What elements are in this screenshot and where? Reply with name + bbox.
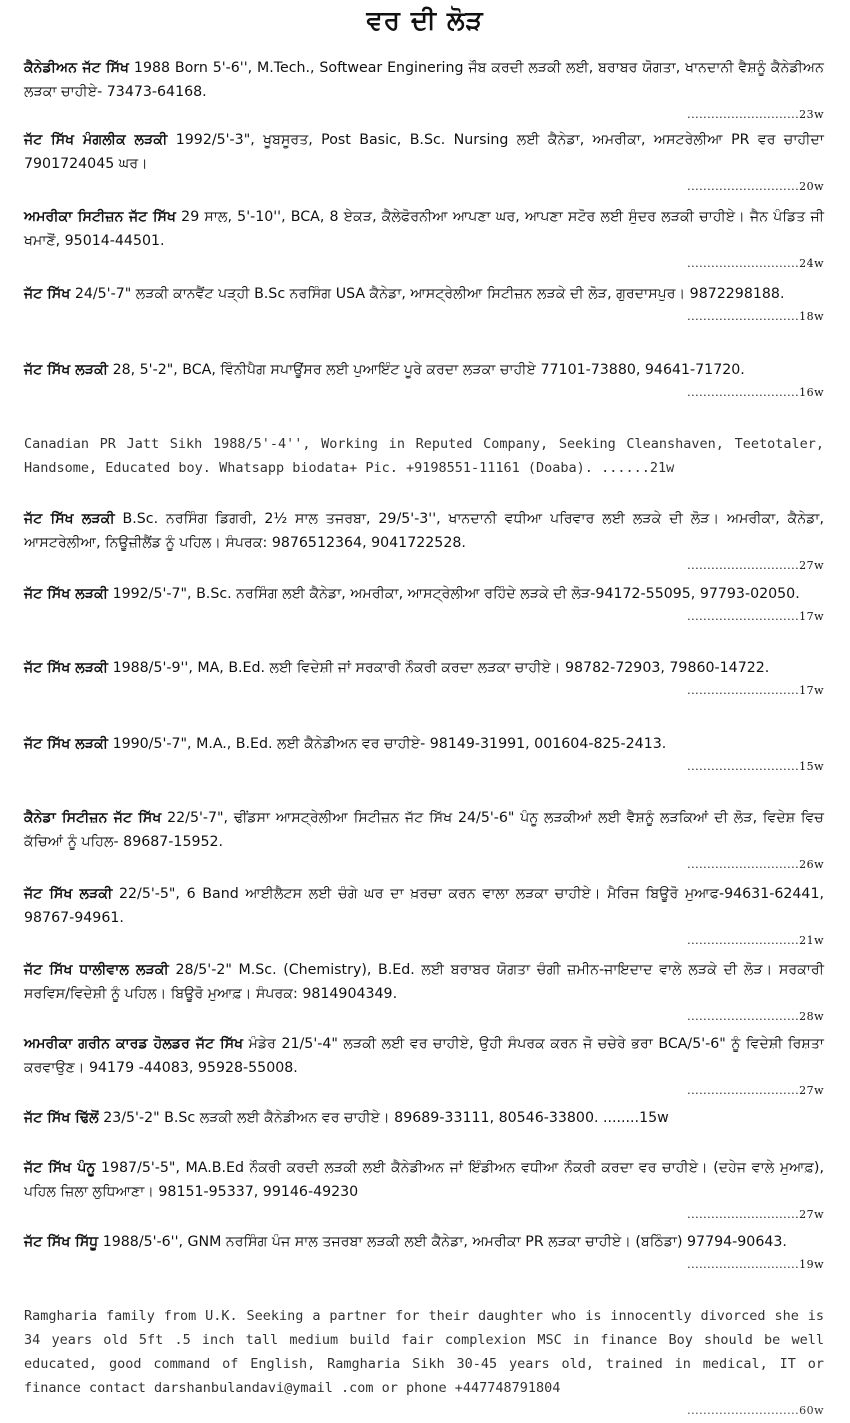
ad-item xyxy=(24,732,824,779)
ad-lead: ਅਮਰੀਕਾ ਸਿਟੀਜ਼ਨ ਜੱਟ ਸਿੱਖ xyxy=(24,209,177,225)
ad-item xyxy=(24,205,824,276)
ad-ref: ............................17w xyxy=(687,684,824,697)
ad-ref: ............................16w xyxy=(687,386,824,399)
ad-lead: ਜੱਟ ਸਿੱਖ ਲੜਕੀ xyxy=(24,736,109,752)
ad-lead: ਅਮਰੀਕਾ ਗਰੀਨ ਕਾਰਡ ਹੋਲਡਰ ਜੱਟ ਸਿੱਖ xyxy=(24,1036,244,1052)
ad-lead: ਕੈਨੇਡਾ ਸਿਟੀਜ਼ਨ ਜੱਟ ਸਿੱਖ xyxy=(24,810,162,826)
ad-item xyxy=(24,656,824,703)
ad-item xyxy=(24,432,824,480)
ad-body: Canadian PR Jatt Sikh 1988/5'-4'', Working in Reputed Company, Seeking Cleanshaven, Teetotaler, Handsome, Educated boy. Whatsapp biodata+ Pic. +9198551-11161 (Doaba). ......21w xyxy=(24,436,824,476)
ad-body: 23/5'-2" B.Sc ਲੜਕੀ ਲਈ ਕੈਨੇਡੀਅਨ ਵਰ ਚਾਹੀਏ। 89689-33111, 80546-33800. ........15w xyxy=(98,1110,669,1126)
ad-item xyxy=(24,882,824,953)
ad-lead: ਜੱਟ ਸਿੱਖ ਲੜਕੀ xyxy=(24,660,109,676)
ad-lead: ਜੱਟ ਸਿੱਖ xyxy=(24,286,71,302)
ad-ref: ............................27w xyxy=(687,559,824,572)
ad-item xyxy=(24,128,824,199)
ad-ref: ............................60w xyxy=(687,1404,824,1417)
ad-body: 1988/5'-6'', GNM ਨਰਸਿੰਗ ਪੰਜ ਸਾਲ ਤਜਰਬਾ ਲੜਕੀ ਲਈ ਕੈਨੇਡਾ, ਅਮਰੀਕਾ PR ਲੜਕਾ ਚਾਹੀਏ। (ਬਠਿੰਡਾ) 97794-90643. xyxy=(98,1234,787,1250)
ad-item xyxy=(24,1230,824,1277)
ad-body: 22/5'-5", 6 Band ਆਈਲੈਟਸ ਲਈ ਚੰਗੇ ਘਰ ਦਾ ਖ਼ਰਚਾ ਕਰਨ ਵਾਲਾ ਲੜਕਾ ਚਾਹੀਏ। ਮੈਰਿਜ ਬਿਊਰੋ ਮੁਆਫ-94631-62441, 98767-94961. xyxy=(24,886,824,926)
ad-ref: ............................28w xyxy=(687,1010,824,1023)
ad-body: 1988 Born 5'-6'', M.Tech., Softwear Enginering ਜੌਬ ਕਰਦੀ ਲੜਕੀ ਲਈ, ਬਰਾਬਰ ਯੋਗਤਾ, ਖਾਨਦਾਨੀ ਵੈਸ਼ਨੂੰ ਕੈਨੇਡੀਅਨ ਲੜਕਾ ਚਾਹੀਏ- 73473-64168. xyxy=(24,60,824,100)
ad-item xyxy=(24,1156,824,1227)
ad-body: Ramgharia family from U.K. Seeking a partner for their daughter who is innocently divorced she is 34 years old 5ft .5 inch tall medium build fair complexion MSC in finance Boy should be well educated, good command of English, Ramgharia Sikh 30-45 years old, trained in medical, IT or finance contact darshanbulandavi@ymail .com or phone +447748791804 xyxy=(24,1308,824,1396)
ad-lead: ਜੱਟ ਸਿੱਖ ਧਾਲੀਵਾਲ ਲੜਕੀ xyxy=(24,962,169,978)
ad-body: 28, 5'-2", BCA, ਵਿੰਨੀਪੈਗ ਸਪਾਊਂਸਰ ਲਈ ਪੁਆਇੰਟ ਪੂਰੇ ਕਰਦਾ ਲੜਕਾ ਚਾਹੀਏ 77101-73880, 94641-71720. xyxy=(108,362,745,378)
ad-body: 1990/5'-7", M.A., B.Ed. ਲਈ ਕੈਨੇਡੀਅਨ ਵਰ ਚਾਹੀਏ- 98149-31991, 001604-825-2413. xyxy=(108,736,667,752)
ad-ref: ............................18w xyxy=(687,310,824,323)
ad-lead: ਜੱਟ ਸਿੱਖ ਲੜਕੀ xyxy=(24,511,115,527)
ad-ref: ............................27w xyxy=(687,1208,824,1221)
ad-body: ਮੰਡੇਰ 21/5'-4" ਲੜਕੀ ਲਈ ਵਰ ਚਾਹੀਏ, ਉਹੀ ਸੰਪਰਕ ਕਰਨ ਜੋ ਚਚੇਰੇ ਭਰਾ BCA/5'-6" ਨੂੰ ਵਿਦੇਸ਼ੀ ਰਿਸ਼ਤਾ ਕਰਵਾਉਣ। 94179 -44083, 95928-55008. xyxy=(24,1036,824,1076)
ad-ref: ............................19w xyxy=(687,1258,824,1271)
ad-body: 1988/5'-9'', MA, B.Ed. ਲਈ ਵਿਦੇਸ਼ੀ ਜਾਂ ਸਰਕਾਰੀ ਨੌਕਰੀ ਕਰਦਾ ਲੜਕਾ ਚਾਹੀਏ। 98782-72903, 79860-14722. xyxy=(108,660,770,676)
ad-lead: ਜੱਟ ਸਿੱਖ ਸਿੱਧੂ xyxy=(24,1234,99,1250)
ad-body: 29 ਸਾਲ, 5'-10'', BCA, 8 ਏਕੜ, ਕੈਲੇਫੋਰਨੀਆ ਆਪਣਾ ਘਰ, ਆਪਣਾ ਸਟੋਰ ਲਈ ਸੁੰਦਰ ਲੜਕੀ ਚਾਹੀਏ। ਜੈਨ ਪੰਡਿਤ ਜੀ ਖਮਾਣੋਂ, 95014-44501. xyxy=(24,209,825,249)
ad-ref: ............................26w xyxy=(687,858,824,871)
ad-lead: ਜੱਟ ਸਿੱਖ ਲੜਕੀ xyxy=(24,362,109,378)
ad-ref: ............................23w xyxy=(687,108,824,121)
ad-body: 28/5'-2" M.Sc. (Chemistry), B.Ed. ਲਈ ਬਰਾਬਰ ਯੋਗਤਾ ਚੰਗੀ ਜ਼ਮੀਨ-ਜਾਇਦਾਦ ਵਾਲੇ ਲੜਕੇ ਦੀ ਲੋੜ। ਸਰਕਾਰੀ ਸਰਵਿਸ/ਵਿਦੇਸ਼ੀ ਨੂੰ ਪਹਿਲ। ਬਿਊਰੋ ਮੁਆਫ਼। ਸੰਪਰਕ: 9814904349. xyxy=(24,962,824,1002)
ad-item xyxy=(24,507,824,578)
ad-ref: ............................27w xyxy=(687,1084,824,1097)
ad-ref: ............................24w xyxy=(687,257,824,270)
ad-ref: ............................15w xyxy=(687,760,824,773)
ad-body: 1992/5'-3", ਖੂਬਸੂਰਤ, Post Basic, B.Sc. Nursing ਲਈ ਕੈਨੇਡਾ, ਅਮਰੀਕਾ, ਅਸਟਰੇਲੀਆ PR ਵਰ ਚਾਹੀਦਾ 7901724045 ਘਰ। xyxy=(24,132,824,172)
ad-lead: ਜੱਟ ਸਿੱਖ ਲੜਕੀ xyxy=(24,886,113,902)
ad-item xyxy=(24,1304,824,1423)
page-title: ਵਰ ਦੀ ਲੋੜ xyxy=(366,6,484,36)
ad-body: B.Sc. ਨਰਸਿੰਗ ਡਿਗਰੀ, 2½ ਸਾਲ ਤਜਰਬਾ, 29/5'-3'', ਖਾਨਦਾਨੀ ਵਧੀਆ ਪਰਿਵਾਰ ਲਈ ਲੜਕੇ ਦੀ ਲੋੜ। ਅਮਰੀਕਾ, ਕੈਨੇਡਾ, ਆਸਟਰੇਲੀਆ, ਨਿਊਜ਼ੀਲੈਂਡ ਨੂੰ ਪਹਿਲ। ਸੰਪਰਕ: 9876512364, 9041722528. xyxy=(24,511,824,551)
ad-ref: ............................17w xyxy=(687,610,824,623)
ad-lead: ਜੱਟ ਸਿੱਖ ਲੜਕੀ xyxy=(24,586,109,602)
ad-ref: ............................20w xyxy=(687,180,824,193)
ad-item xyxy=(24,358,824,405)
ad-item xyxy=(24,1032,824,1103)
ad-lead: ਜੱਟ ਸਿੱਖ ਪੰਨੂ xyxy=(24,1160,96,1176)
ad-item xyxy=(24,282,824,329)
ad-item xyxy=(24,56,824,127)
ad-item xyxy=(24,582,824,629)
ad-body: 22/5'-7", ਢੀਂਡਸਾ ਆਸਟ੍ਰੇਲੀਆ ਸਿਟੀਜ਼ਨ ਜੱਟ ਸਿੱਖ 24/5'-6" ਪੰਨੂ ਲੜਕੀਆਂ ਲਈ ਵੈਸ਼ਨੂੰ ਲੜਕਿਆਂ ਦੀ ਲੋੜ, ਵਿਦੇਸ਼ ਵਿਚ ਕੱਚਿਆਂ ਨੂੰ ਪਹਿਲ- 89687-15952. xyxy=(24,810,824,850)
ad-item xyxy=(24,806,824,877)
ad-lead: ਕੈਨੇਡੀਅਨ ਜੱਟ ਸਿੱਖ xyxy=(24,60,130,76)
ad-body: 1992/5'-7", B.Sc. ਨਰਸਿੰਗ ਲਈ ਕੈਨੇਡਾ, ਅਮਰੀਕਾ, ਆਸਟ੍ਰੇਲੀਆ ਰਹਿੰਦੇ ਲੜਕੇ ਦੀ ਲੋੜ-94172-55095, 97793-02050. xyxy=(108,586,800,602)
ad-item xyxy=(24,958,824,1029)
ad-body: 1987/5'-5", MA.B.Ed ਨੌਕਰੀ ਕਰਦੀ ਲੜਕੀ ਲਈ ਕੈਨੇਡੀਅਨ ਜਾਂ ਇੰਡੀਅਨ ਵਧੀਆ ਨੌਕਰੀ ਕਰਦਾ ਵਰ ਚਾਹੀਏ। (ਦਹੇਜ ਵਾਲੇ ਮੁਆਫ਼), ਪਹਿਲ ਜ਼ਿਲਾ ਲੁਧਿਆਣਾ। 98151-95337, 99146-49230 xyxy=(24,1160,824,1200)
ad-lead: ਜੱਟ ਸਿੱਖ ਢਿੱਲੋਂ xyxy=(24,1110,99,1126)
ad-item xyxy=(24,1106,824,1130)
ad-ref: ............................21w xyxy=(687,934,824,947)
ad-lead: ਜੱਟ ਸਿੱਖ ਮੰਗਲੀਕ ਲੜਕੀ xyxy=(24,132,168,148)
ad-body: 24/5'-7" ਲੜਕੀ ਕਾਨਵੈਂਟ ਪੜ੍ਹੀ B.Sc ਨਰਸਿੰਗ USA ਕੈਨੇਡਾ, ਆਸਟ੍ਰੇਲੀਆ ਸਿਟੀਜ਼ਨ ਲੜਕੇ ਦੀ ਲੋੜ, ਗੁਰਦਾਸਪੁਰ। 9872298188. xyxy=(70,286,785,302)
